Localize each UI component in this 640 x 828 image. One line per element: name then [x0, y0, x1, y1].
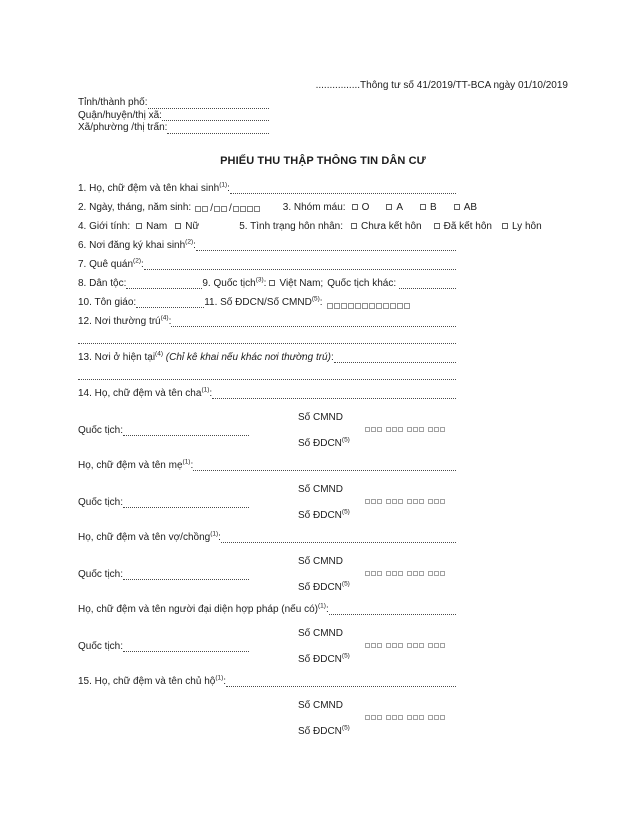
father-nationality-row: [78, 424, 298, 437]
ethnicity-label: 8. Dân tộc:: [78, 277, 127, 289]
permanent-residence-input-line-2[interactable]: [78, 334, 456, 344]
householder-id-digit-box[interactable]: [371, 715, 376, 720]
representative-id-digit-box[interactable]: [434, 643, 439, 648]
blood-ab-label: AB: [463, 201, 478, 213]
marital-divorced-checkbox[interactable]: [502, 223, 508, 229]
dob-digit-boxes: [195, 204, 261, 214]
father-id-digit-box[interactable]: [434, 427, 439, 432]
marital-option-married: [434, 220, 492, 233]
marital-single-checkbox[interactable]: [351, 223, 357, 229]
blood-b-label: B: [430, 201, 437, 213]
marital-option-single: [351, 220, 422, 233]
current-residence-input-line[interactable]: [334, 353, 456, 363]
father-id-digit-box[interactable]: [407, 427, 412, 432]
field-householder-name: [78, 675, 456, 688]
gender-female-checkbox[interactable]: [175, 223, 181, 229]
marital-single-label: Chưa kết hôn: [360, 220, 422, 232]
id-number-digit-box[interactable]: [327, 303, 333, 309]
nationality-other-label: Quốc tịch khác:: [327, 277, 397, 289]
id-number-digit-box[interactable]: [341, 303, 347, 309]
gender-option-female: [175, 220, 199, 233]
footnote-marker: (1): [219, 181, 228, 189]
blood-a-checkbox[interactable]: [386, 204, 392, 210]
householder-id-digit-box[interactable]: [428, 715, 433, 720]
householder-id-digit-box[interactable]: [434, 715, 439, 720]
field-name-birth: [78, 182, 456, 195]
province-input-line[interactable]: [148, 99, 270, 109]
mother-id-digit-box[interactable]: [377, 499, 382, 504]
ward-label: Xã/phường /thị trấn:: [78, 122, 168, 133]
householder-id-digit-box[interactable]: [377, 715, 382, 720]
district-label: Quận/huyện/thị xã:: [78, 109, 162, 121]
field-dob-blood: [78, 201, 478, 214]
representative-id-digit-box[interactable]: [398, 643, 403, 648]
mother-id-digit-box[interactable]: [413, 499, 418, 504]
blood-option-a: [386, 201, 403, 214]
father-id-digit-box[interactable]: [419, 427, 424, 432]
father-id-digit-box[interactable]: [440, 427, 445, 432]
permanent-residence-input-line[interactable]: [171, 317, 456, 327]
father-id-digit-box[interactable]: [365, 427, 370, 432]
representative-id-digit-box[interactable]: [371, 643, 376, 648]
id-block-householder: [78, 699, 456, 738]
representative-id-digit-box[interactable]: [365, 643, 370, 648]
spouse-id-digit-box[interactable]: [386, 571, 391, 576]
field-current-residence: [78, 351, 456, 364]
householder-name-input-line[interactable]: [226, 677, 456, 687]
father-id-digit-boxes: [365, 427, 446, 432]
ddcn-label: Số ĐDCN$^{(5)}$: [298, 724, 350, 737]
id-number-digit-box[interactable]: [397, 303, 403, 309]
dob-label: 2. Ngày, tháng, năm sinh:: [78, 201, 192, 213]
spouse-id-digit-box[interactable]: [440, 571, 445, 576]
id-block-spouse: [78, 555, 456, 594]
blood-label-wrap: [283, 201, 346, 214]
representative-id-digit-box[interactable]: [392, 643, 397, 648]
householder-id-digit-box[interactable]: [398, 715, 403, 720]
cmnd-label: Số CMND: [298, 627, 344, 639]
religion-input-line[interactable]: [136, 298, 204, 308]
representative-id-digit-box[interactable]: [419, 643, 424, 648]
ddcn-label: Số ĐDCN$^{(5)}$: [298, 508, 350, 521]
district-row: [78, 110, 269, 123]
mother-id-digit-box[interactable]: [407, 499, 412, 504]
province-label: Tỉnh/thành phố:: [78, 97, 148, 108]
nationality-other-input-line[interactable]: [399, 279, 456, 289]
gender-label: 4. Giới tính:: [78, 220, 131, 232]
householder-id-digit-box[interactable]: [407, 715, 412, 720]
footnote-marker: (4): [160, 314, 169, 322]
father-id-digit-box[interactable]: [371, 427, 376, 432]
ward-row: [78, 122, 269, 135]
representative-id-digit-box[interactable]: [413, 643, 418, 648]
current-residence-label: 13. Nơi ở hiện tại$^{(4)}$ (Chỉ kê khai nếu khác nơi thường trú):: [78, 350, 334, 363]
householder-id-digit-box[interactable]: [413, 715, 418, 720]
father-name-input-line[interactable]: [212, 389, 456, 399]
admin-area: [78, 97, 269, 135]
district-input-line[interactable]: [162, 111, 269, 121]
hometown-label: 7. Quê quán$^{(2)}$:: [78, 257, 144, 270]
representative-id-digit-box[interactable]: [377, 643, 382, 648]
footnote-marker: (4): [155, 350, 163, 358]
footnote-marker: (5): [341, 652, 350, 660]
dob-digit-box[interactable]: [202, 206, 208, 212]
spouse-id-digit-box[interactable]: [392, 571, 397, 576]
mother-nationality-label: Quốc tịch:: [78, 496, 124, 508]
footnote-marker: (5): [341, 436, 350, 444]
blood-o-label: O: [361, 201, 370, 213]
cmnd-label: Số CMND: [298, 555, 344, 567]
dob-digit-box[interactable]: [247, 206, 253, 212]
marital-married-checkbox[interactable]: [434, 223, 440, 229]
mother-name-label: Họ, chữ đệm và tên mẹ$^{(1)}$:: [78, 458, 194, 471]
spouse-id-digit-box[interactable]: [428, 571, 433, 576]
father-id-digit-box[interactable]: [413, 427, 418, 432]
hometown-input-line[interactable]: [144, 260, 456, 270]
marital-divorced-label: Ly hôn: [511, 220, 542, 232]
footnote-marker: (5): [341, 508, 350, 516]
footnote-marker: (5): [341, 724, 350, 732]
religion-label: 10. Tôn giáo:: [78, 296, 137, 308]
permanent-residence-label: 12. Nơi thường trú$^{(4)}$:: [78, 314, 172, 327]
field-religion-idnumber: [78, 296, 456, 309]
cmnd-label: Số CMND: [298, 699, 344, 711]
circular-reference: ................Thông tư số 41/2019/TT-BCA ngày 01/10/2019: [315, 80, 568, 91]
footnote-marker: (1): [182, 458, 191, 466]
id-block-row: [78, 568, 456, 581]
blood-option-b: [420, 201, 437, 214]
id-block-row: [78, 496, 456, 509]
ethnicity-input-line[interactable]: [126, 279, 202, 289]
dob-digit-box[interactable]: [195, 206, 201, 212]
birth-reg-input-line[interactable]: [196, 241, 456, 251]
id-block-row: [78, 581, 456, 594]
spouse-id-digit-box[interactable]: [419, 571, 424, 576]
spouse-name-label: Họ, chữ đệm và tên vợ/chồng$^{(1)}$:: [78, 530, 221, 543]
householder-name-label: 15. Họ, chữ đệm và tên chủ hộ$^{(1)}$:: [78, 674, 227, 687]
id-number-digit-box[interactable]: [383, 303, 389, 309]
id-number-label: 11. Số ĐDCN/Số CMND$^{(5)}$:: [204, 295, 323, 308]
field-ethnicity-nationality: [78, 277, 456, 290]
footnote-marker: (5): [341, 580, 350, 588]
ddcn-label: Số ĐDCN$^{(5)}$: [298, 652, 350, 665]
id-number-digit-boxes: [327, 303, 411, 309]
mother-name-input-line[interactable]: [193, 461, 456, 471]
footnote-marker: (1): [210, 530, 219, 538]
field-hometown: [78, 258, 456, 271]
id-block-row: [78, 653, 456, 666]
blood-option-ab: [454, 201, 477, 214]
dob-digit-box[interactable]: [221, 206, 227, 212]
id-number-digit-box[interactable]: [362, 303, 368, 309]
representative-id-digit-box[interactable]: [440, 643, 445, 648]
father-id-digit-box[interactable]: [377, 427, 382, 432]
date-separator: /: [229, 202, 232, 214]
mother-id-digit-box[interactable]: [419, 499, 424, 504]
householder-id-digit-box[interactable]: [419, 715, 424, 720]
footnote-marker: (1): [201, 386, 210, 394]
field-father-name: [78, 387, 456, 400]
field-representative-name: [78, 603, 456, 616]
representative-id-digit-box[interactable]: [386, 643, 391, 648]
id-number-digit-box[interactable]: [369, 303, 375, 309]
marital-option-divorced: [502, 220, 542, 233]
spouse-id-digit-boxes: [365, 571, 446, 576]
field-spouse-name: [78, 531, 456, 544]
representative-id-digit-boxes: [365, 643, 446, 648]
field-mother-name: [78, 459, 456, 472]
blood-option-o: [352, 201, 370, 214]
permanent-residence-continuation: [78, 334, 456, 345]
dob-digit-box[interactable]: [214, 206, 220, 212]
dob-digit-box[interactable]: [233, 206, 239, 212]
spouse-nationality-label: Quốc tịch:: [78, 568, 124, 580]
mother-id-digit-box[interactable]: [371, 499, 376, 504]
id-block-row: [78, 411, 456, 424]
blood-a-label: A: [396, 201, 404, 213]
householder-id-digit-box[interactable]: [440, 715, 445, 720]
id-block-mother: [78, 483, 456, 522]
id-block-row: [78, 712, 456, 725]
marital-label: 5. Tình trạng hôn nhân:: [239, 220, 343, 232]
name-birth-label: 1. Họ, chữ đệm và tên khai $\sinh^{(1)}$:: [78, 181, 230, 194]
mother-id-digit-boxes: [365, 499, 446, 504]
cmnd-label: Số CMND: [298, 483, 344, 495]
representative-name-input-line[interactable]: [329, 605, 456, 615]
mother-id-digit-box[interactable]: [398, 499, 403, 504]
form-body: [78, 181, 542, 738]
father-id-digit-box[interactable]: [392, 427, 397, 432]
representative-nationality-row: [78, 640, 298, 653]
father-nationality-input-line[interactable]: [123, 426, 249, 436]
representative-id-digit-box[interactable]: [407, 643, 412, 648]
mother-id-digit-box[interactable]: [440, 499, 445, 504]
blood-b-checkbox[interactable]: [420, 204, 426, 210]
current-residence-continuation: [78, 370, 456, 381]
mother-nationality-input-line[interactable]: [123, 498, 249, 508]
id-block-row: [78, 437, 456, 450]
spouse-nationality-row: [78, 568, 298, 581]
footnote-marker: (1): [317, 602, 326, 610]
field-gender-marital: [78, 220, 542, 233]
dob-digit-box[interactable]: [254, 206, 260, 212]
footnote-marker: (2): [185, 238, 194, 246]
current-residence-input-line-2[interactable]: [78, 370, 456, 380]
name-birth-input-line[interactable]: [230, 184, 456, 194]
id-block-row: [78, 725, 456, 738]
father-id-digit-box[interactable]: [428, 427, 433, 432]
footnote-marker: (2): [133, 257, 141, 265]
cmnd-label: Số CMND: [298, 411, 344, 423]
id-number-digit-box[interactable]: [355, 303, 361, 309]
spouse-name-input-line[interactable]: [221, 533, 456, 543]
father-nationality-label: Quốc tịch:: [78, 424, 124, 436]
marital-married-label: Đã kết hôn: [443, 220, 492, 232]
spouse-id-digit-box[interactable]: [371, 571, 376, 576]
id-block-row: [78, 555, 456, 568]
id-block-row: [78, 509, 456, 522]
field-permanent-residence: [78, 315, 456, 328]
blood-ab-checkbox[interactable]: [454, 204, 460, 210]
householder-id-digit-boxes: [365, 715, 446, 720]
id-number-digit-box[interactable]: [390, 303, 396, 309]
id-number-digit-box[interactable]: [404, 303, 410, 309]
blood-label: 3. Nhóm máu:: [282, 201, 346, 213]
id-block-row: [78, 640, 456, 653]
ddcn-label: Số ĐDCN$^{(5)}$: [298, 436, 350, 449]
form-title: PHIẾU THU THẬP THÔNG TIN DÂN CƯ: [220, 154, 426, 167]
footnote-marker: (3): [255, 276, 264, 284]
gender-male-label: Nam: [146, 220, 168, 232]
householder-id-digit-box[interactable]: [365, 715, 370, 720]
gender-female-label: Nữ: [185, 220, 200, 232]
mother-id-digit-box[interactable]: [365, 499, 370, 504]
representative-nationality-input-line[interactable]: [123, 642, 249, 652]
spouse-id-digit-box[interactable]: [434, 571, 439, 576]
blood-o-checkbox[interactable]: [352, 204, 358, 210]
mother-nationality-row: [78, 496, 298, 509]
id-number-digit-box[interactable]: [376, 303, 382, 309]
province-row: [78, 97, 269, 110]
footnote-marker: (5): [311, 295, 320, 303]
father-id-digit-box[interactable]: [386, 427, 391, 432]
date-separator: /: [210, 202, 213, 214]
id-block-row: [78, 483, 456, 496]
mother-id-digit-box[interactable]: [434, 499, 439, 504]
spouse-id-digit-box[interactable]: [398, 571, 403, 576]
mother-id-digit-box[interactable]: [386, 499, 391, 504]
representative-nationality-label: Quốc tịch:: [78, 640, 124, 652]
id-number-digit-box[interactable]: [348, 303, 354, 309]
nationality-vietnam-checkbox[interactable]: [269, 280, 275, 286]
id-block-representative: [78, 627, 456, 666]
ddcn-label: Số ĐDCN$^{(5)}$: [298, 580, 350, 593]
field-birth-reg: [78, 239, 456, 252]
id-block-father: [78, 411, 456, 450]
spouse-id-digit-box[interactable]: [365, 571, 370, 576]
id-block-row: [78, 627, 456, 640]
gender-option-male: [136, 220, 167, 233]
mother-id-digit-box[interactable]: [392, 499, 397, 504]
father-name-label: 14. Họ, chữ đệm và tên cha$^{(1)}$:: [78, 386, 213, 399]
dob-digit-box[interactable]: [240, 206, 246, 212]
householder-id-digit-box[interactable]: [386, 715, 391, 720]
spouse-nationality-input-line[interactable]: [123, 570, 249, 580]
id-block-row: [78, 424, 456, 437]
representative-name-label: Họ, chữ đệm và tên người đại diện hợp pháp (nếu có)$^{(1)}$:: [78, 602, 329, 615]
ward-input-line[interactable]: [167, 124, 269, 134]
id-number-digit-box[interactable]: [334, 303, 340, 309]
mother-id-digit-box[interactable]: [428, 499, 433, 504]
current-residence-note: (Chỉ kê khai nếu khác nơi thường trú): [165, 351, 331, 363]
representative-id-digit-box[interactable]: [428, 643, 433, 648]
householder-id-digit-box[interactable]: [392, 715, 397, 720]
nationality-label: 9. Quốc tịch$^{(3)}$:: [202, 276, 267, 289]
spouse-id-digit-box[interactable]: [407, 571, 412, 576]
nationality-option-vietnam: [269, 277, 323, 290]
birth-reg-label: 6. Nơi đăng ký khai $\sinh^{(2)}$:: [78, 238, 196, 251]
father-id-digit-box[interactable]: [398, 427, 403, 432]
id-block-row: [78, 699, 456, 712]
gender-male-checkbox[interactable]: [136, 223, 142, 229]
spouse-id-digit-box[interactable]: [413, 571, 418, 576]
spouse-id-digit-box[interactable]: [377, 571, 382, 576]
nationality-vietnam-label: Việt Nam;: [279, 277, 324, 289]
footnote-marker: (1): [215, 674, 224, 682]
